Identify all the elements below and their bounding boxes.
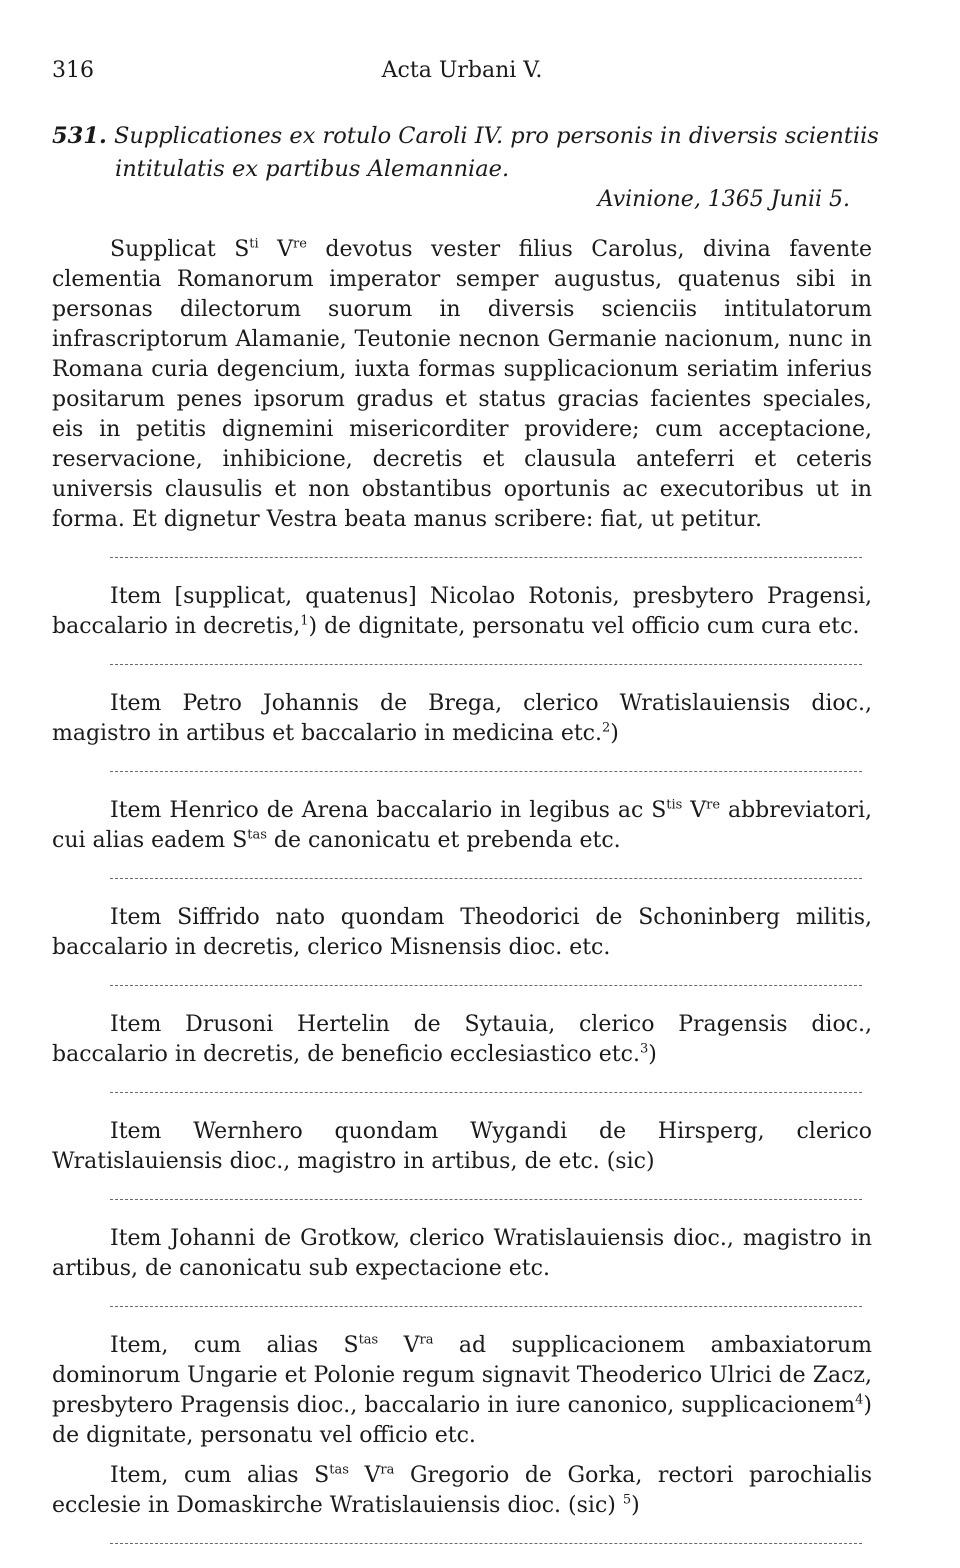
item-paragraph: Item Siffrido nato quondam Theodorici de Schoninberg militis, baccalario in decretis, clerico Misnensis dioc. etc. <box>52 905 872 960</box>
item-text: ) de dignitate, personatu vel officio cum cura etc. <box>308 614 860 639</box>
dashed-separator <box>110 878 862 879</box>
superscript: ra <box>380 1462 395 1478</box>
dashed-separator <box>110 985 862 986</box>
dashed-separator <box>110 1306 862 1307</box>
item-text: ) de dignitate, personatu vel officio etc. <box>52 1393 872 1448</box>
item-paragraph <box>52 1010 872 1070</box>
item-paragraph <box>52 1461 872 1521</box>
intro-paragraph <box>52 235 872 535</box>
paragraph-gap <box>52 1451 872 1461</box>
item-text: ) <box>610 721 619 746</box>
superscript: tas <box>329 1462 349 1478</box>
body-text <box>52 235 872 1568</box>
dashed-separator <box>110 557 862 558</box>
item-text: ) <box>648 1042 657 1067</box>
item-text: Item Drusoni Hertelin de Sytauia, clerico Pragensis dioc., baccalario in decretis, de beneficio ecclesiastico etc. <box>52 1012 872 1067</box>
dashed-separator <box>110 1199 862 1200</box>
item-text: ad supplicacionem ambaxiatorum dominorum Ungarie et Polonie regum signavit Theoderico Ulrici de Zacz, presbytero Pragensis dioc., baccalario in iure canonico, supplicacionem <box>52 1333 873 1418</box>
intro-text: V <box>258 237 294 262</box>
superscript: re <box>293 236 307 252</box>
dashed-separator <box>110 1092 862 1093</box>
item-paragraph <box>52 1331 872 1451</box>
document-number: 531. <box>52 123 107 149</box>
superscript: ti <box>249 236 259 252</box>
item-paragraph <box>52 796 872 856</box>
document-title-text: Supplicationes ex rotulo Caroli IV. pro personis in diversis scientiis intitulatis ex partibus Alemanniae. <box>113 123 879 182</box>
item-text: Item, cum alias S <box>110 1333 359 1358</box>
superscript: tis <box>666 797 683 813</box>
intro-text: devotus vester filius Carolus, divina favente clementia Romanorum imperator semper augustus, quatenus sibi in personas dilectorum suorum in diversis scienciis intitulatorum infrascriptorum Alamanie, Teutonie necnon Germanie nacionum, nunc in Romana curia degencium, iuxta formas supplicacionum seriatim inferius positarum penes ipsorum gradus et status gracias facientes speciales, eis in petitis dignemini misericorditer providere; cum acceptacione, reservacione, inhibicione, decretis et clausula anteferri et ceteris universis clausulis et non obstantibus oportunis ac executoribus ut in forma. Et dignetur Vestra beata manus scribere: fiat, ut petitur. <box>52 237 872 532</box>
dashed-separator <box>110 771 862 772</box>
footnote-marker: 3 <box>639 1041 649 1057</box>
item-paragraph <box>52 582 872 642</box>
dashed-separator <box>110 664 862 665</box>
document-title <box>52 120 935 186</box>
item-text: Item, cum alias S <box>110 1463 330 1488</box>
place-date: Avinione, 1365 Junii 5. <box>597 187 850 212</box>
item-text: V <box>682 798 707 823</box>
item-text: Item Henrico de Arena baccalario in legibus ac S <box>110 798 667 823</box>
footnote-marker: 4 <box>855 1392 864 1408</box>
superscript: re <box>706 797 721 813</box>
item-text: Gregorio de Gorka, rectori parochialis ecclesie in Domaskirche Wratislauiensis dioc. (sic) <box>52 1463 872 1518</box>
item-text: V <box>348 1463 381 1488</box>
item-text: ) <box>631 1493 640 1518</box>
item-text: V <box>378 1333 420 1358</box>
item-paragraph: Item Wernhero quondam Wygandi de Hirsperg, clerico Wratislauiensis dioc., magistro in artibus, de etc. (sic) <box>52 1119 872 1174</box>
item-text: Item [supplicat, quatenus] Nicolao Rotonis, presbytero Pragensi, baccalario in decretis, <box>52 584 872 639</box>
superscript: ra <box>419 1332 434 1348</box>
superscript: tas <box>358 1332 379 1348</box>
footnote-marker: 1 <box>300 613 309 629</box>
intro-text: Supplicat S <box>110 237 250 262</box>
footnote-marker: 5 <box>622 1492 632 1508</box>
item-text: Item Petro Johannis de Brega, clerico Wratislauiensis dioc., magistro in artibus et baccalario in medicina etc. <box>52 691 872 746</box>
item-paragraph <box>52 689 872 749</box>
footnote-marker: 2 <box>602 720 611 736</box>
item-paragraph: Item Johanni de Grotkow, clerico Wratislauiensis dioc., magistro in artibus, de canonicatu sub expectacione etc. <box>52 1226 872 1281</box>
superscript: tas <box>247 827 267 843</box>
page-header <box>52 58 872 92</box>
item-text: de canonicatu et prebenda etc. <box>266 828 621 853</box>
dashed-separator <box>110 1543 862 1544</box>
page-number: 316 <box>52 58 94 83</box>
running-head: Acta Urbani V. <box>381 58 543 83</box>
item-text: abbreviatori, cui alias eadem S <box>52 798 872 853</box>
